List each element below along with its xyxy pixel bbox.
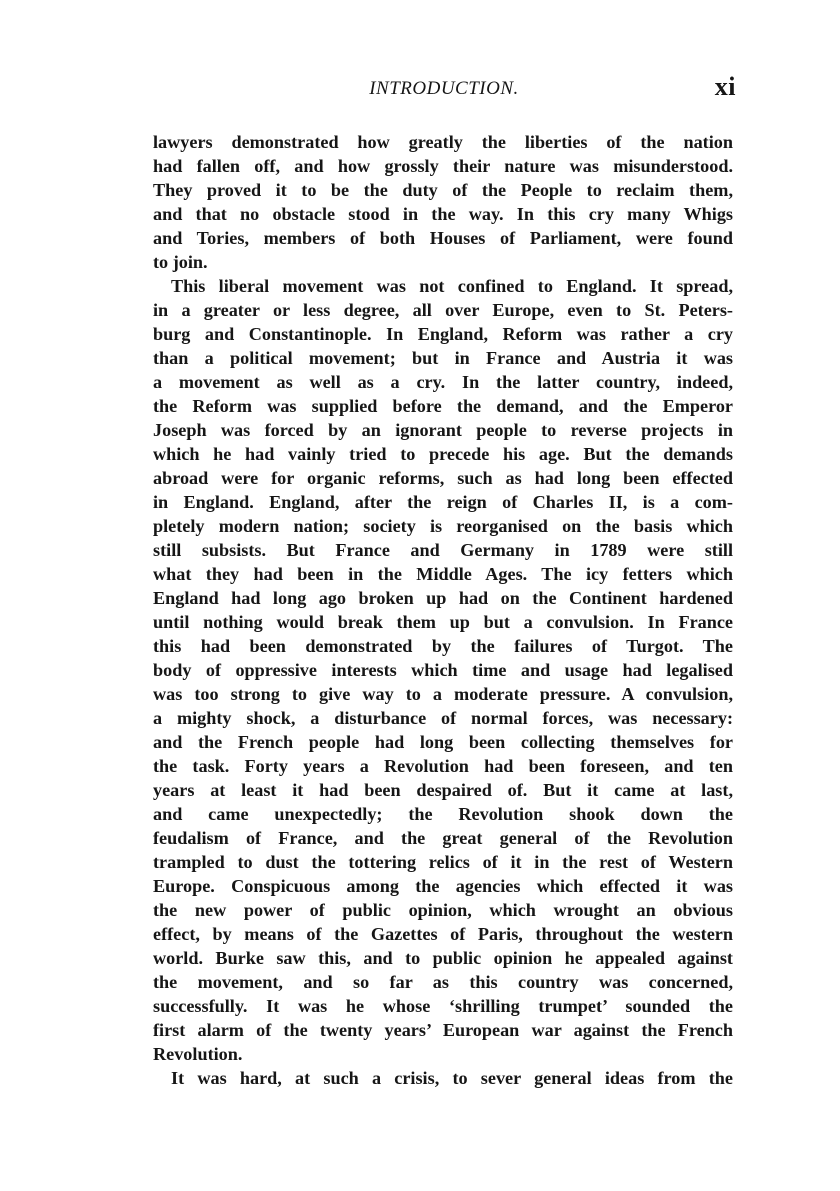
text-line: until nothing would break them up but a convulsion. In France — [153, 612, 733, 632]
text-line: the new power of public opinion, which wrought an obvious — [153, 900, 733, 920]
text-line: burg and Constantinople. In England, Reform was rather a cry — [153, 324, 733, 344]
text-line: which he had vainly tried to precede his age. But the demands — [153, 444, 733, 464]
text-line: feudalism of France, and the great general of the Revolution — [153, 828, 733, 848]
text-line: a mighty shock, a disturbance of normal forces, was necessary: — [153, 708, 733, 728]
text-line: pletely modern nation; society is reorganised on the basis which — [153, 516, 733, 536]
text-line: and the French people had long been collecting themselves for — [153, 732, 733, 752]
text-line: in England. England, after the reign of Charles II, is a com- — [153, 492, 733, 512]
text-line: to join. — [153, 252, 208, 272]
text-line: than a political movement; but in France and Austria it was — [153, 348, 733, 368]
text-line: lawyers demonstrated how greatly the liberties of the nation — [153, 132, 733, 152]
page-number: xi — [714, 72, 736, 101]
text-line: the movement, and so far as this country was concerned, — [153, 972, 733, 992]
text-line: body of oppressive interests which time and usage had legalised — [153, 660, 733, 680]
text-line: England had long ago broken up had on the Continent hardened — [153, 588, 733, 608]
text-line: still subsists. But France and Germany in 1789 were still — [153, 540, 733, 560]
text-line: successfully. It was he whose ‘shrilling trumpet’ sounded the — [153, 996, 733, 1016]
text-line: This liberal movement was not confined to England. It spread, — [171, 276, 733, 296]
text-line: trampled to dust the tottering relics of it in the rest of Western — [153, 852, 733, 872]
running-head — [152, 72, 736, 104]
text-line: first alarm of the twenty years’ European war against the French — [153, 1020, 733, 1040]
text-line: was too strong to give way to a moderate pressure. A convulsion, — [153, 684, 733, 704]
text-line: and came unexpectedly; the Revolution shook down the — [153, 804, 733, 824]
text-line: Revolution. — [153, 1044, 243, 1064]
text-line: world. Burke saw this, and to public opinion he appealed against — [153, 948, 733, 968]
text-line: years at least it had been despaired of. But it came at last, — [153, 780, 733, 800]
text-line: what they had been in the Middle Ages. The icy fetters which — [153, 564, 733, 584]
text-line: and that no obstacle stood in the way. In this cry many Whigs — [153, 204, 733, 224]
text-line: and Tories, members of both Houses of Parliament, were found — [153, 228, 733, 248]
text-line: abroad were for organic reforms, such as had long been effected — [153, 468, 733, 488]
text-line: It was hard, at such a crisis, to sever general ideas from the — [171, 1068, 733, 1088]
text-line: a movement as well as a cry. In the latter country, indeed, — [153, 372, 733, 392]
text-line: the task. Forty years a Revolution had been foreseen, and ten — [153, 756, 733, 776]
text-line: Joseph was forced by an ignorant people to reverse projects in — [153, 420, 733, 440]
text-line: had fallen off, and how grossly their nature was misunderstood. — [153, 156, 733, 176]
text-line: Europe. Conspicuous among the agencies which effected it was — [153, 876, 733, 896]
text-line: in a greater or less degree, all over Europe, even to St. Peters- — [153, 300, 733, 320]
body-text — [153, 130, 733, 1090]
text-line: They proved it to be the duty of the People to reclaim them, — [153, 180, 733, 200]
text-line: effect, by means of the Gazettes of Paris, throughout the western — [153, 924, 733, 944]
text-line: the Reform was supplied before the demand, and the Emperor — [153, 396, 733, 416]
running-title: INTRODUCTION. — [369, 78, 519, 99]
text-line: this had been demonstrated by the failures of Turgot. The — [153, 636, 733, 656]
